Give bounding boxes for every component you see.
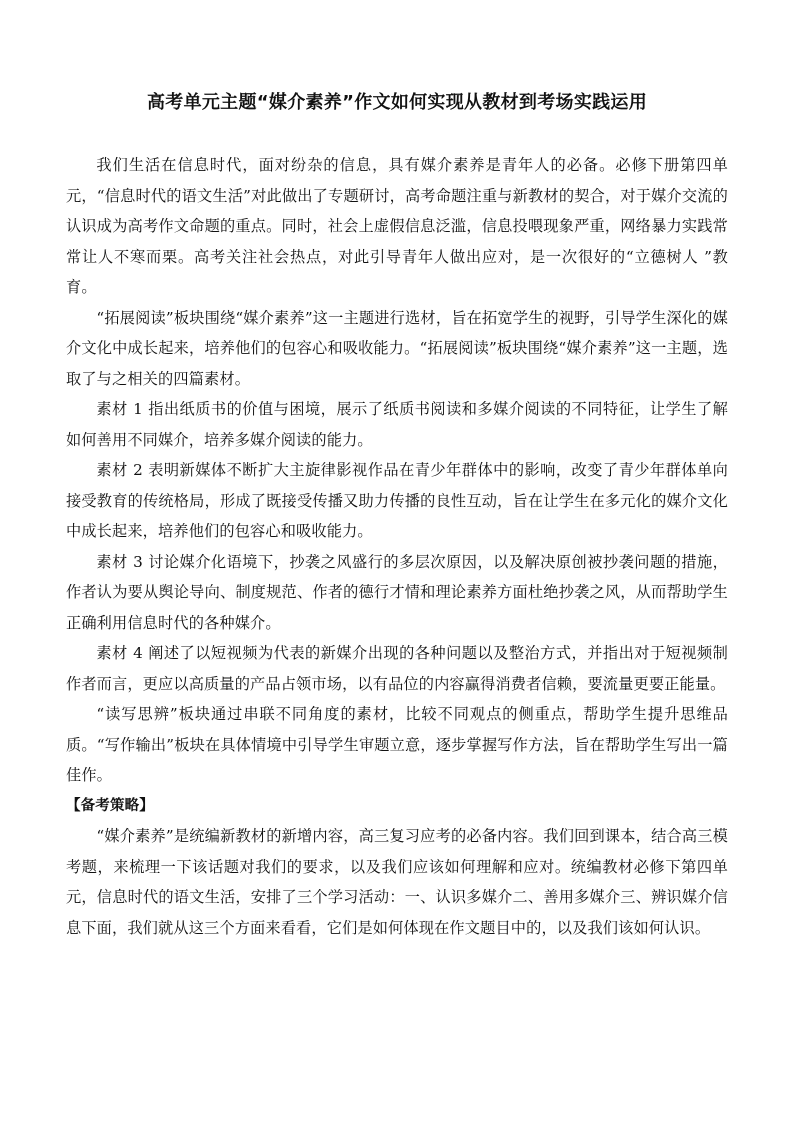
paragraph-material-2: 素材 2 表明新媒体不断扩大主旋律影视作品在青少年群体中的影响，改变了青少年群体单向接受教育的传统格局，形成了既接受传播又助力传播的良性互动，旨在让学生在多元化的媒介文化中成长起来，培养他们的包容心和吸收能力。 <box>66 461 728 540</box>
document-title: 高考单元主题“媒介素养”作文如何实现从教材到考场实践运用 <box>146 92 648 113</box>
paragraph-material-4: 素材 4 阐述了以短视频为代表的新媒介出现的各种问题以及整治方式，并指出对于短视频制作者而言，更应以高质量的产品占领市场，以有品位的内容赢得消费者信赖，要流量更要正能量。 <box>66 644 728 693</box>
paragraph-strategy: “媒介素养”是统编新教材的新增内容，高三复习应考的必备内容。我们回到课本，结合高三模考题，来梳理一下该话题对我们的要求，以及我们应该如何理解和应对。统编教材必修下第四单元，信息时代的语文生活，安排了三个学习活动：一、认识多媒介二、善用多媒介三、辨识媒介信息下面，我们就从这三个方面来看看，它们是如何体现在作文题目中的，以及我们该如何认识。 <box>66 827 728 937</box>
section-heading: 【备考策略】 <box>66 797 154 814</box>
paragraph-extended-reading: “拓展阅读”板块围绕“媒介素养”这一主题进行选材，旨在拓宽学生的视野，引导学生深化的媒介文化中成长起来，培养他们的包容心和吸收能力。“拓展阅读”板块围绕“媒介素养”这一主题，选取了与之相关的四篇素材。 <box>66 308 728 388</box>
paragraph-material-3: 素材 3 讨论媒介化语境下，抄袭之风盛行的多层次原因，以及解决原创被抄袭问题的措施，作者认为要从舆论导向、制度规范、作者的德行才情和理论素养方面杜绝抄袭之风，从而帮助学生正确利用信息时代的各种媒介。 <box>66 552 728 632</box>
document-body <box>66 150 728 943</box>
paragraph-intro: 我们生活在信息时代，面对纷杂的信息，具有媒介素养是青年人的必备。必修下册第四单元，“信息时代的语文生活”对此做出了专题研讨，高考命题注重与新教材的契合，对于媒介交流的认识成为高考作文命题的重点。同时，社会上虚假信息泛滥，信息投喂现象严重，网络暴力实践常常让人不寒而栗。高考关注社会热点，对此引导青年人做出应对，是一次很好的“立德树人 ”教育。 <box>66 156 728 296</box>
paragraph-reading-writing: “读写思辨”板块通过串联不同角度的素材，比较不同观点的侧重点，帮助学生提升思维品质。“写作输出”板块在具体情境中引导学生审题立意，逐步掌握写作方法，旨在帮助学生写出一篇佳作。 <box>66 705 728 784</box>
paragraph-material-1: 素材 1 指出纸质书的价值与困境，展示了纸质书阅读和多媒介阅读的不同特征，让学生了解如何善用不同媒介，培养多媒介阅读的能力。 <box>66 400 728 449</box>
